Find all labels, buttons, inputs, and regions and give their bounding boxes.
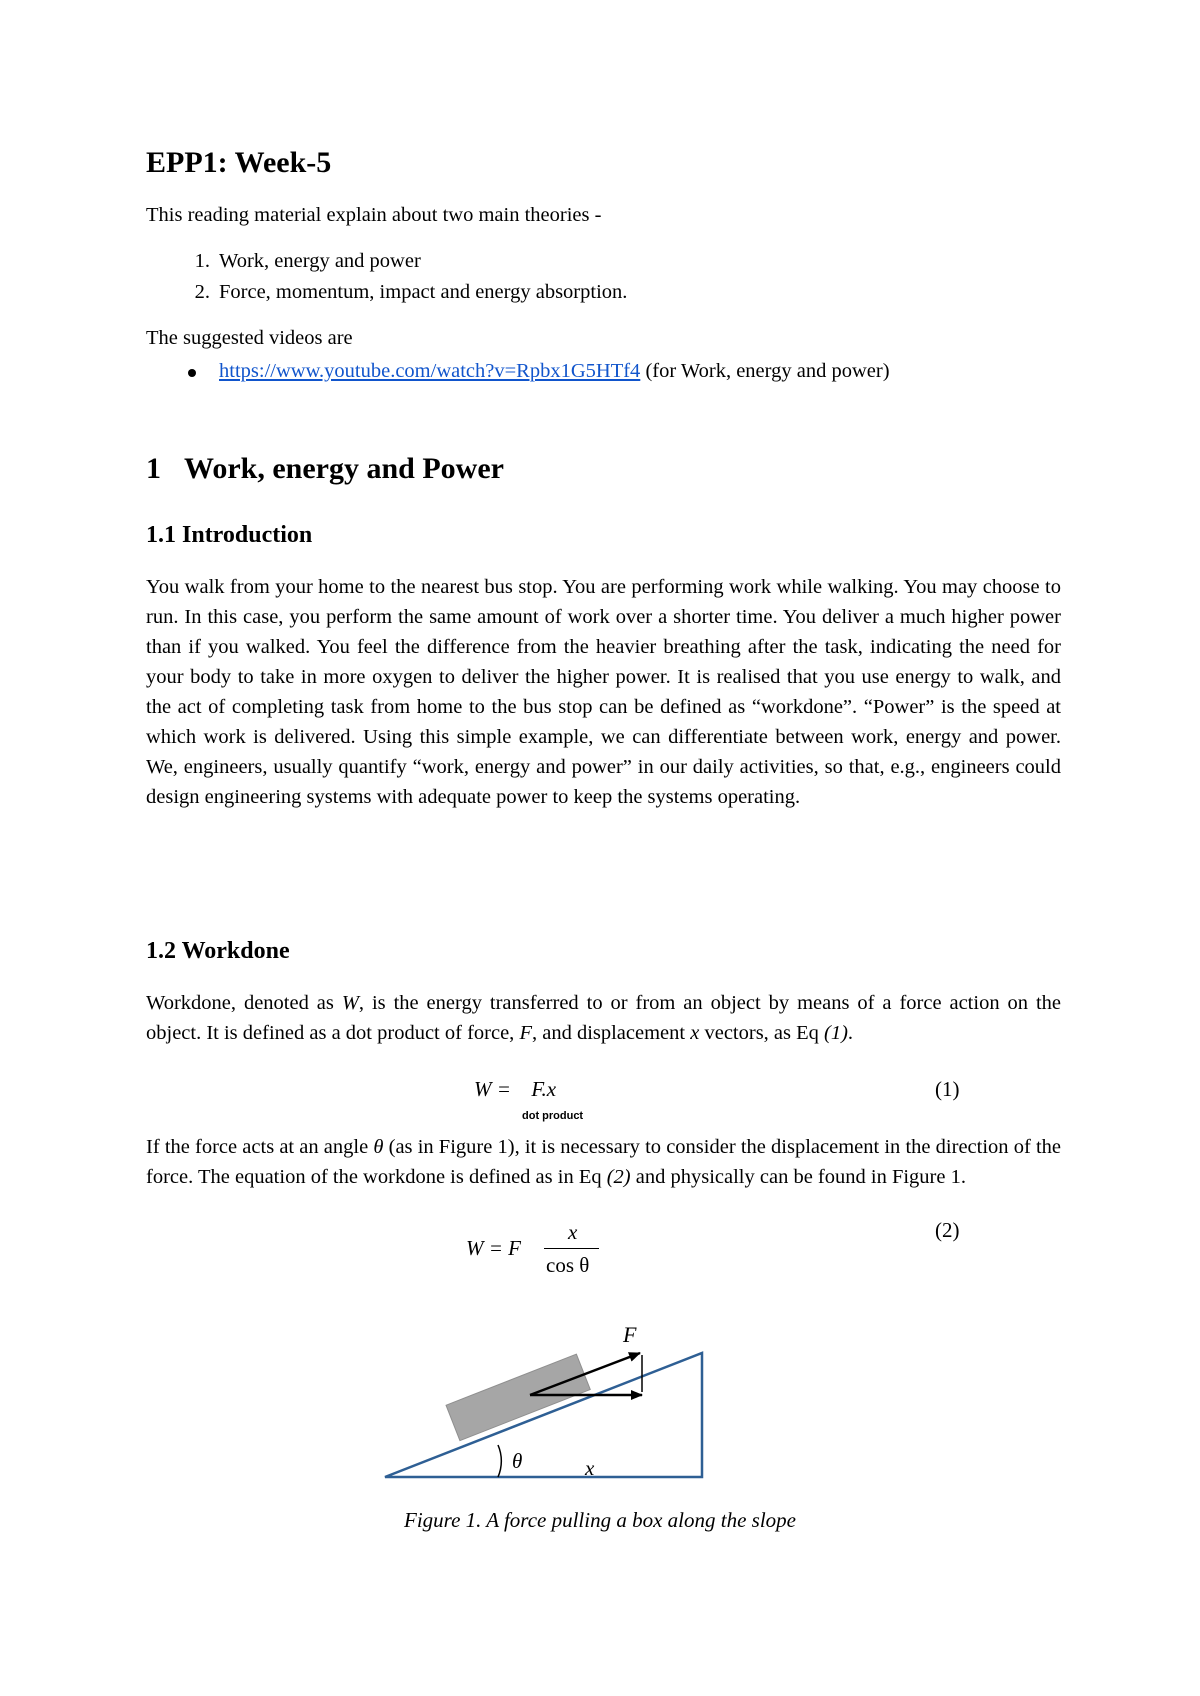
section-number: 1 [146,452,161,485]
equation-lhs: W = F [466,1236,521,1260]
section-1-2-heading: 1.2 Workdone [146,938,290,964]
document-title: EPP1: Week-5 [146,146,332,179]
symbol-W: W [341,992,359,1014]
symbol-theta: θ [373,1136,384,1158]
equation-2-lhs [466,1236,521,1261]
symbol-F: F [519,1022,532,1044]
video-link[interactable]: https://www.youtube.com/watch?v=Rpbx1G5HTf4 [219,360,641,382]
intro-text: This reading material explain about two main theories - [146,204,602,226]
displacement-label: x [585,1456,595,1480]
figure-caption: Figure 1. A force pulling a box along the slope [404,1508,796,1532]
equation-rhs: F.x [531,1077,557,1101]
equation-reference: (2) [606,1166,631,1188]
text-run: If the force acts at an angle [146,1136,374,1158]
list-text: Work, energy and power [219,250,421,272]
text-run: and physically can be found in Figure 1. [630,1166,966,1188]
equation-reference: (1) [824,1022,848,1044]
section-title: Work, energy and Power [184,452,504,485]
list-number: 1. [194,250,210,272]
fraction-numerator: x [568,1220,578,1244]
text-run: vectors, as Eq [699,1022,825,1044]
equation-1-number: (1) [935,1077,960,1101]
list-number: 2. [194,281,210,303]
text-run: (as in Figure 1), it is necessary to consider the displacement in the direction of the force. The equation of the workdone is defined as in Eq [146,1136,1061,1188]
workdone-paragraph-2 [146,1132,1061,1192]
list-item [146,281,627,304]
video-list-item [146,360,890,383]
equation-1 [474,1077,556,1102]
fraction-bar [544,1248,599,1249]
text-run: . [847,1022,854,1044]
figure-1-diagram [380,1320,720,1480]
text-run: Workdone, denoted as [146,992,342,1014]
symbol-x: x [690,1022,700,1044]
bullet-icon [188,369,196,377]
text-run: , and displacement [531,1022,691,1044]
list-text: Force, momentum, impact and energy absorption. [219,281,628,303]
angle-arc [498,1445,501,1477]
equation-lhs: W = [474,1077,511,1101]
introduction-paragraph: You walk from your home to the nearest bus stop. You are performing work while walking. You may choose to run. In this case, you perform the same amount of work over a shorter time. You deliver a much higher power than if you walked. You feel the difference from the heavier breathing after the task, indicating the need for your body to take in more oxygen to deliver the higher power. It is realised that you use energy to walk, and the act of completing task from home to the bus stop can be defined as “workdone”. “Power” is the speed at which work is delivered. Using this simple example, we can differentiate between work, energy and power. We, engineers, usually quantify “work, energy and power” in our daily activities, so that, e.g., engineers could design engineering systems with adequate power to keep the systems operating. [146,576,1061,808]
equation-2-numerator [568,1220,577,1245]
angle-label: θ [512,1449,523,1473]
list-item [146,250,421,273]
equation-2-number: (2) [935,1218,960,1242]
text-run: , is the energy transferred to or from an object by means of a force action on the object. It is defined as a dot product of force, [146,992,1061,1044]
fraction-denominator: cos θ [546,1253,590,1277]
workdone-paragraph-1 [146,988,1061,1048]
force-label: F [623,1322,637,1347]
box [446,1354,590,1440]
equation-2-denominator [546,1253,589,1278]
section-1-heading [146,452,504,486]
dot-product-label: dot product [522,1110,584,1122]
video-link-suffix: (for Work, energy and power) [640,360,890,382]
videos-label: The suggested videos are [146,327,353,349]
section-1-1-heading: 1.1 Introduction [146,522,313,548]
